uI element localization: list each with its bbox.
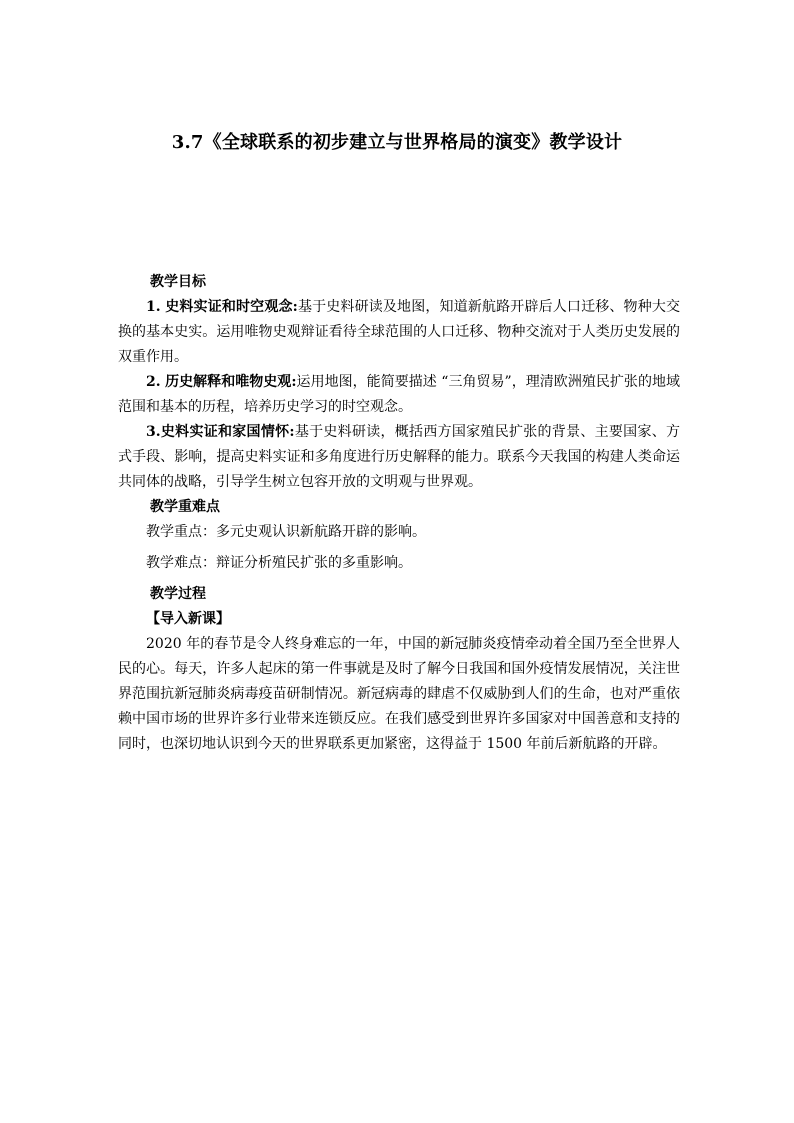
goal-item-3 <box>118 420 680 495</box>
goal-3-text: 基于史料研读，概括西方国家殖民扩张的背景、主要国家、方式手段、影响，提高史料实证和多角度进行历史解释的能力。联系今天我国的构建人类命运共同体的战略，引导学生树立包容开放的文明观与世界观。 <box>118 424 681 490</box>
teaching-difficulty: 教学难点：辩证分析殖民扩张的多重影响。 <box>146 555 412 571</box>
teaching-focus: 教学重点：多元史观认识新航路开辟的影响。 <box>146 524 426 540</box>
goal-2-lead: 历史解释和唯物史观: <box>165 374 297 390</box>
goal-item-2 <box>118 370 680 420</box>
intro-label: 【导入新课】 <box>146 611 230 627</box>
goal-1-text: 基于史料研读及地图，知道新航路开辟后人口迁移、物种大交换的基本史实。运用唯物史观辩证看待全球范围的人口迁移、物种交流对于人类历史发展的双重作用。 <box>118 299 681 365</box>
goal-2-number: 2. <box>146 374 161 390</box>
goal-3-lead: 史料实证和家国情怀: <box>160 424 295 440</box>
goal-3-number: 3. <box>146 424 161 440</box>
document-title: 3.7《全球联系的初步建立与世界格局的演变》教学设计 <box>171 132 623 153</box>
goals-heading: 教学目标 <box>150 274 206 290</box>
process-heading: 教学过程 <box>150 586 206 602</box>
goal-1-lead: 史料实证和时空观念: <box>165 299 298 315</box>
goal-2-text: 运用地图，能简要描述 “三角贸易”，理清欧洲殖民扩张的地域范围和基本的历程，培养历史学习的时空观念。 <box>118 374 681 415</box>
goal-item-1 <box>118 295 680 370</box>
intro-paragraph: 2020 年的春节是令人终身难忘的一年，中国的新冠肺炎疫情牵动着全国乃至全世界人民的心。每天，许多人起床的第一件事就是及时了解今日我国和国外疫情发展情况，关注世界范围抗新冠肺炎病毒疫苗研制情况。新冠病毒的肆虐不仅威胁到人们的生命，也对严重依赖中国市场的世界许多行业带来连锁反应。在我们感受到世界许多国家对中国善意和支持的同时，也深切地认识到今天的世界联系更加紧密，这得益于 1500 年前后新航路的开辟。 <box>118 636 680 752</box>
goal-1-number: 1. <box>146 299 161 315</box>
document-body <box>118 270 680 757</box>
keypoints-heading: 教学重难点 <box>150 499 220 515</box>
